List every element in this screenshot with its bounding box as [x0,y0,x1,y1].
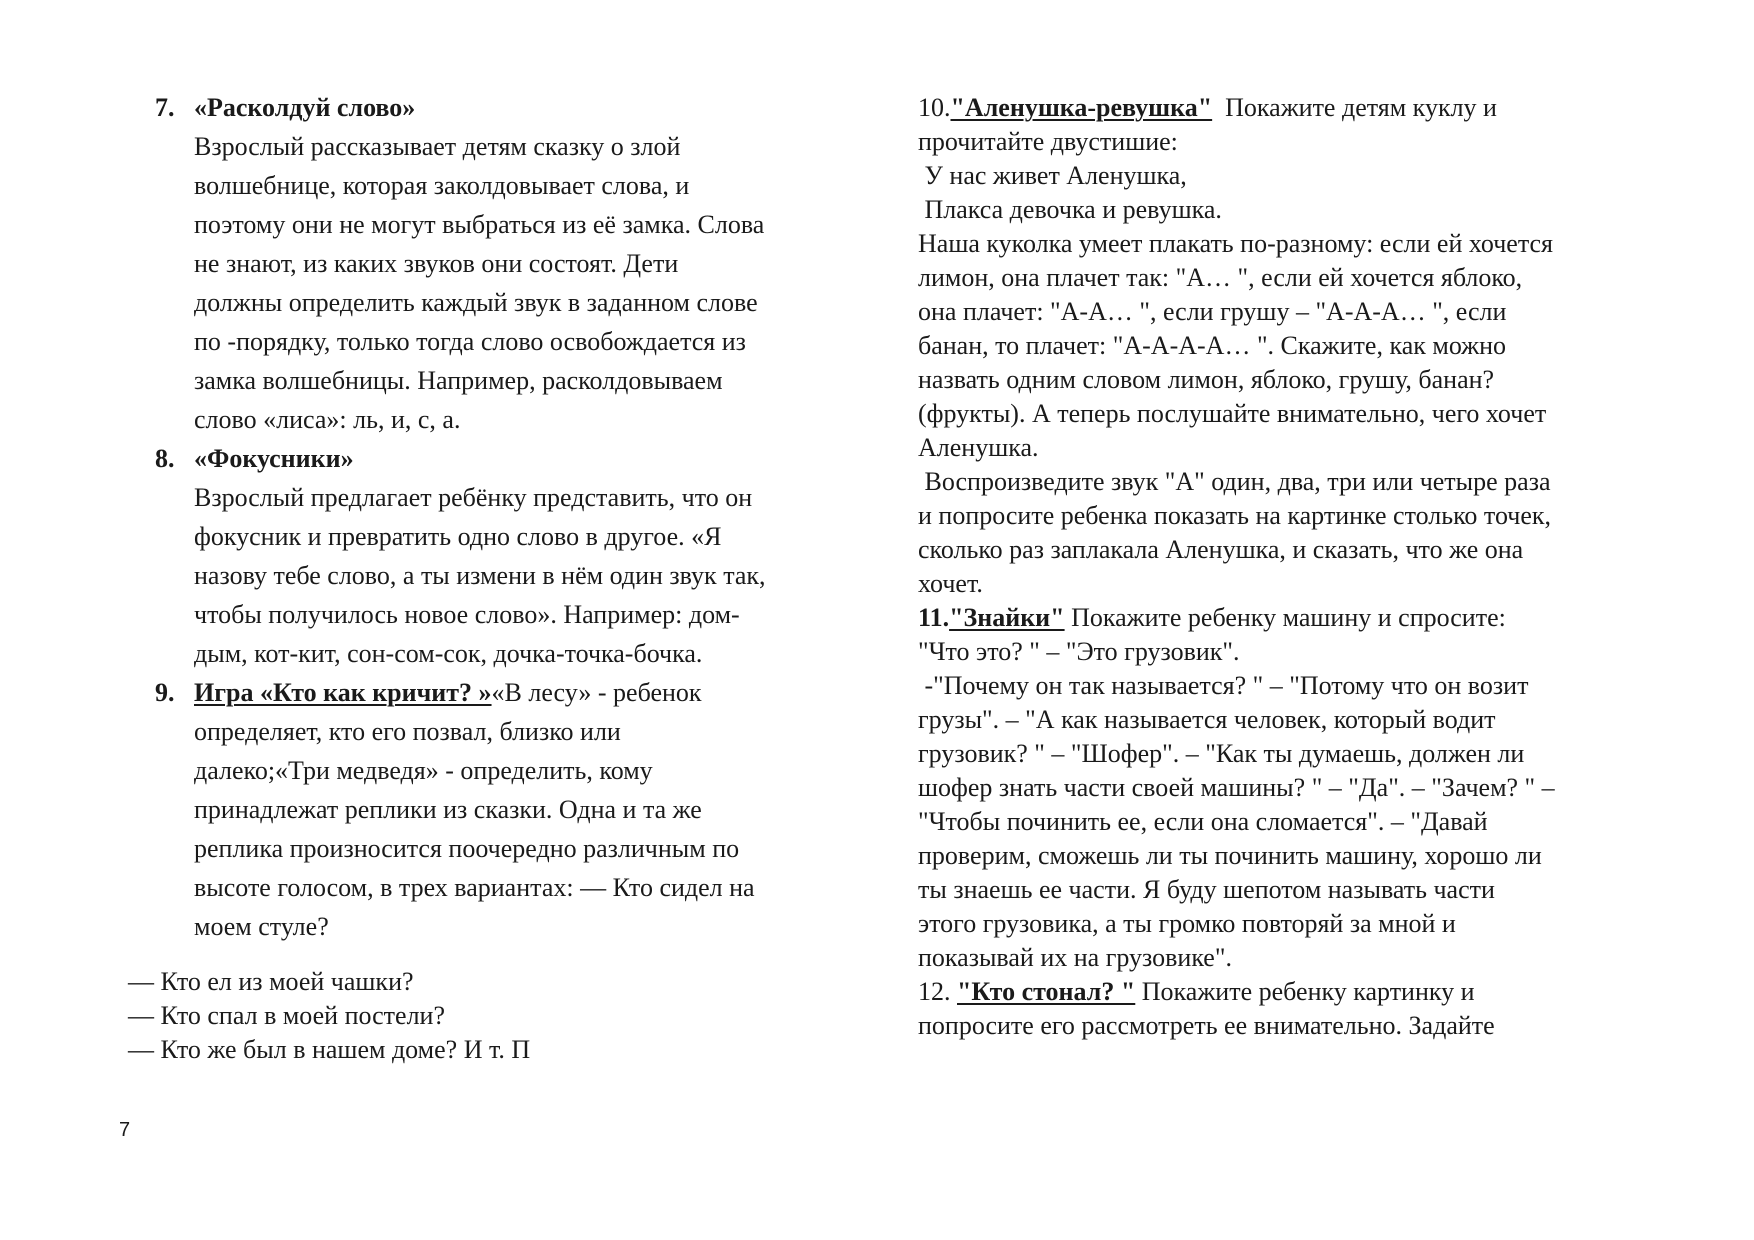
item-12-line: попросите его рассмотреть ее внимательно. Задайте [918,1011,1495,1040]
item-10-line: прочитайте двустишие: [918,127,1178,156]
item-11-title: "Знайки" [949,603,1065,632]
item-10-line: Аленушка. [918,433,1039,462]
item-9-title: Игра «Кто как кричит? » [194,678,492,707]
item-11-line: "Что это? " – "Это грузовик". [918,637,1240,666]
item-9-line: моем стуле? [194,912,329,941]
item-9-line: далеко;«Три медведя» - определить, кому [194,756,653,785]
item-9-line: определяет, кто его позвал, близко или [194,717,621,746]
item-7-line: поэтому они не могут выбраться из её замка. Слова [194,210,765,239]
item-11-line: этого грузовика, а ты громко повторяй за мной и [918,909,1456,938]
item-10-first-line-rest: Покажите детям куклу и [1212,93,1497,122]
item-10-number: 10. [918,93,951,122]
item-12-first-line [918,977,1475,1007]
item-10-title: "Аленушка-ревушка" [950,93,1213,122]
item-11-line: грузы". – "А как называется человек, который водит [918,705,1496,734]
item-7-line: слово «лиса»: ль, и, с, а. [194,405,461,434]
item-7-line: должны определить каждый звук в заданном слове [194,288,758,317]
item-8-line: чтобы получилось новое слово». Например: дом- [194,600,740,629]
dialogue-line: — Кто ел из моей чашки? [128,967,414,996]
item-10-line: банан, то плачет: "А-А-А-А… ". Скажите, как можно [918,331,1507,360]
item-12-number: 12. [918,977,957,1006]
item-9-number: 9. [155,678,175,707]
item-8-number: 8. [155,444,175,473]
item-7-line: не знают, из каких звуков они состоят. Дети [194,249,679,278]
item-11-line: ты знаешь ее части. Я буду шепотом называть части [918,875,1495,904]
item-9-line: высоте голосом, в трех вариантах: — Кто сидел на [194,873,755,902]
item-11-line: -"Почему он так называется? " – "Потому что он возит [918,671,1529,700]
item-11-first-line-rest: Покажите ребенку машину и спросите: [1064,603,1506,632]
item-7-line: по -порядку, только тогда слово освобождается из [194,327,746,356]
item-8-line: дым, кот-кит, сон-сом-сок, дочка-точка-бочка. [194,639,703,668]
item-10-line: назвать одним словом лимон, яблоко, грушу, банан? [918,365,1495,394]
item-11-line: грузовик? " – "Шофер". – "Как ты думаешь, должен ли [918,739,1525,768]
item-10-first-line [918,93,1497,123]
item-10-line: У нас живет Аленушка, [918,161,1187,190]
item-11-number: 11. [918,603,950,632]
item-10-line: хочет. [918,569,983,598]
item-7-title: «Расколдуй слово» [194,93,416,122]
item-8-title: «Фокусники» [194,444,354,473]
item-12-title: "Кто стонал? " [957,977,1136,1006]
item-7-number: 7. [155,93,175,122]
item-11-first-line [918,603,1506,633]
dialogue-line: — Кто же был в нашем доме? И т. П [128,1035,531,1064]
item-10-line: Воспроизведите звук "А" один, два, три или четыре раза [918,467,1551,496]
item-10-line: и попросите ребенка показать на картинке столько точек, [918,501,1552,530]
item-9-line: реплика произносится поочередно различным по [194,834,740,863]
item-10-line: (фрукты). А теперь послушайте внимательно, чего хочет [918,399,1547,428]
item-10-line: лимон, она плачет так: "А… ", если ей хочется яблоко, [918,263,1523,292]
item-7-line: замка волшебницы. Например, расколдовываем [194,366,723,395]
dialogue-line: — Кто спал в моей постели? [128,1001,446,1030]
item-10-line: сколько раз заплакала Аленушка, и сказать, что же она [918,535,1524,564]
item-9-first-line [194,678,702,708]
item-9-first-line-rest: «В лесу» - ребенок [491,678,702,707]
item-8-line: фокусник и превратить одно слово в другое. «Я [194,522,722,551]
item-7-line: волшебнице, которая заколдовывает слова, и [194,171,690,200]
item-8-line: назову тебе слово, а ты измени в нём один звук так, [194,561,766,590]
item-10-line: Наша куколка умеет плакать по-разному: если ей хочется [918,229,1554,258]
item-11-line: шофер знать части своей машины? " – "Да". – "Зачем? " – [918,773,1555,802]
item-11-line: проверим, сможешь ли ты починить машину, хорошо ли [918,841,1542,870]
item-12-first-line-rest: Покажите ребенку картинку и [1135,977,1475,1006]
item-11-line: "Чтобы починить ее, если она сломается". – "Давай [918,807,1488,836]
item-7-line: Взрослый рассказывает детям сказку о злой [194,132,681,161]
item-9-line: принадлежат реплики из сказки. Одна и та же [194,795,702,824]
item-11-line: показывай их на грузовике". [918,943,1232,972]
page-number: 7 [119,1119,131,1141]
item-8-line: Взрослый предлагает ребёнку представить, что он [194,483,753,512]
item-10-line: Плакса девочка и ревушка. [918,195,1222,224]
item-10-line: она плачет: "А-А… ", если грушу – "А-А-А… ", если [918,297,1507,326]
